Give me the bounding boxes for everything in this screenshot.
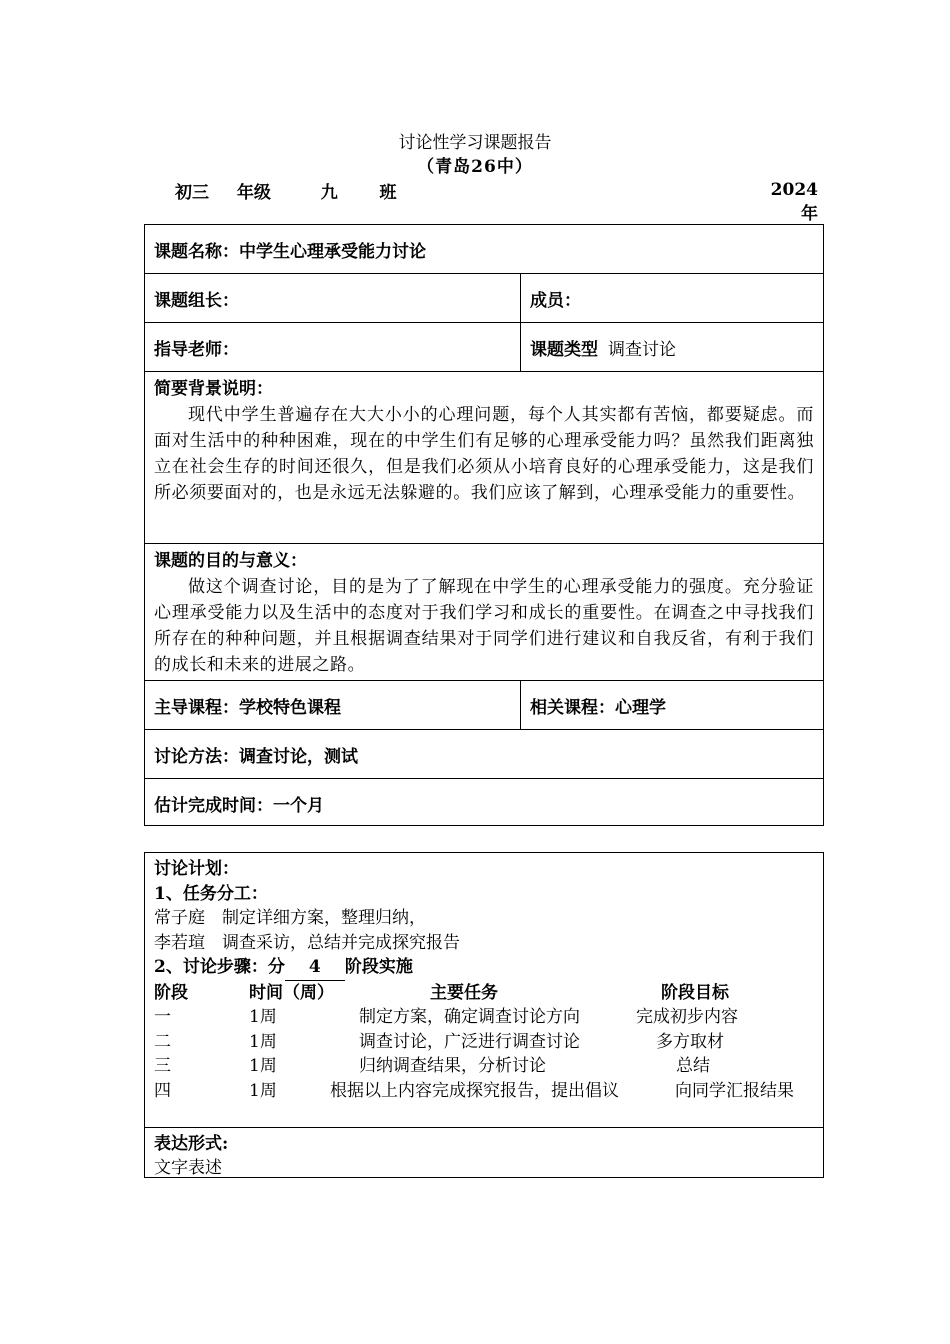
- stage-task: 制定方案，确定调查讨论方向: [359, 1007, 580, 1027]
- teacher-row: [145, 323, 823, 372]
- stage-goal: 多方取材: [656, 1031, 724, 1052]
- stage-task: 根据以上内容完成探究报告，提出倡议: [330, 1080, 619, 1101]
- expression-row: [145, 1127, 823, 1180]
- duration-cell: 估计完成时间：一个月: [154, 795, 324, 816]
- steps-prefix: 2、讨论步骤：分: [154, 957, 285, 977]
- class-value: 九: [320, 183, 338, 203]
- expression-value: 文字表述: [154, 1158, 222, 1178]
- stage-time: 1周: [249, 1080, 277, 1101]
- members-cell: 成员：: [520, 274, 825, 322]
- steps-suffix: 阶段实施: [344, 957, 413, 977]
- stage-row: [154, 1079, 814, 1104]
- grade-unit: 年级: [236, 183, 271, 203]
- purpose-label: 课题的目的与意义：: [154, 551, 307, 571]
- stage-name: 一: [154, 1007, 171, 1027]
- stage-time: 1周: [249, 1056, 277, 1076]
- topic-row: [145, 225, 823, 274]
- topic-cell: 课题名称：中学生心理承受能力讨论: [154, 241, 426, 262]
- expression-label: 表达形式:: [154, 1134, 229, 1154]
- course-row: [145, 681, 823, 730]
- method-row: [145, 730, 823, 779]
- stage-task: 调查讨论，广泛进行调查讨论: [359, 1031, 580, 1052]
- duration-row: [145, 779, 823, 827]
- stage-time: 1周: [249, 1007, 277, 1027]
- background-label: 简要背景说明：: [154, 379, 273, 399]
- report-form-table: [144, 224, 824, 826]
- stage-task: 归纳调查结果，分析讨论: [359, 1056, 546, 1076]
- stage-time: 1周: [249, 1031, 277, 1052]
- plan-label: 讨论计划：: [154, 859, 239, 879]
- related-course-cell: 相关课程：心理学: [520, 681, 825, 729]
- class-unit: 班: [379, 183, 397, 203]
- col-task: 主要任务: [430, 982, 498, 1003]
- steps-count: 4: [285, 955, 345, 981]
- main-course-cell: 主导课程：学校特色课程: [154, 697, 341, 718]
- stage-row: [154, 1030, 814, 1055]
- stage-header-row: [154, 981, 814, 1006]
- document-title: 讨论性学习课题报告: [398, 133, 552, 153]
- stage-name: 二: [154, 1031, 171, 1052]
- stage-name: 四: [154, 1080, 171, 1101]
- grade-value: 初三: [175, 183, 209, 203]
- school-subtitle: （青岛26中）: [417, 157, 533, 177]
- background-text: 现代中学生普遍存在大大小小的心理问题，每个人其实都有苦恼，都要疑虑。而面对生活中的种种困难，现在的中学生们有足够的心理承受能力吗？虽然我们距离独立在社会生存的时间还很久，但是我们必须从小培育良好的心理承受能力，这是我们所必须要面对的，也是永远无法躲避的。我们应该了解到，心理承受能力的重要性。: [154, 405, 814, 503]
- method-cell: 讨论方法：调查讨论，测试: [154, 746, 358, 767]
- year-block: [768, 178, 818, 226]
- stage-goal: 总结: [676, 1056, 710, 1076]
- stage-name: 三: [154, 1056, 171, 1076]
- teacher-cell: 指导老师：: [154, 339, 239, 360]
- stage-row: [154, 1005, 814, 1030]
- grade-class-line: [175, 178, 397, 203]
- purpose-text: 做这个调查讨论，目的是为了了解现在中学生的心理承受能力的强度。充分验证心理承受能力以及生活中的态度对于我们学习和成长的重要性。在调查之中寻找我们所存在的种种问题，并且根据调查结果对于同学们进行建议和自我反省，有利于我们的成长和未来的进展之路。: [154, 577, 814, 675]
- purpose-row: [145, 544, 823, 681]
- stage-goal: 向同学汇报结果: [675, 1080, 794, 1101]
- type-cell: [520, 323, 825, 371]
- purpose-block: [145, 544, 823, 678]
- type-value: 调查讨论: [608, 339, 676, 360]
- plan-table: [144, 852, 824, 1178]
- leader-row: [145, 274, 823, 323]
- task-item: 李若瑄 调查采访，总结并完成探究报告: [154, 932, 460, 953]
- type-label: 课题类型: [530, 339, 598, 360]
- plan-block: [154, 857, 814, 1103]
- stage-goal: 完成初步内容: [636, 1007, 738, 1027]
- col-goal: 阶段目标: [661, 982, 729, 1003]
- steps-heading: [154, 955, 814, 981]
- year-unit: 年: [801, 204, 818, 224]
- col-time: 时间（周）: [249, 982, 334, 1003]
- task-item: 常子庭 制定详细方案，整理归纳，: [154, 908, 426, 928]
- stage-row: [154, 1054, 814, 1079]
- col-stage: 阶段: [154, 982, 188, 1003]
- leader-cell: 课题组长：: [154, 290, 239, 311]
- task-heading: 1、任务分工：: [154, 883, 268, 904]
- background-row: [145, 372, 823, 544]
- year-value: 2024: [770, 180, 818, 200]
- background-block: [145, 372, 823, 506]
